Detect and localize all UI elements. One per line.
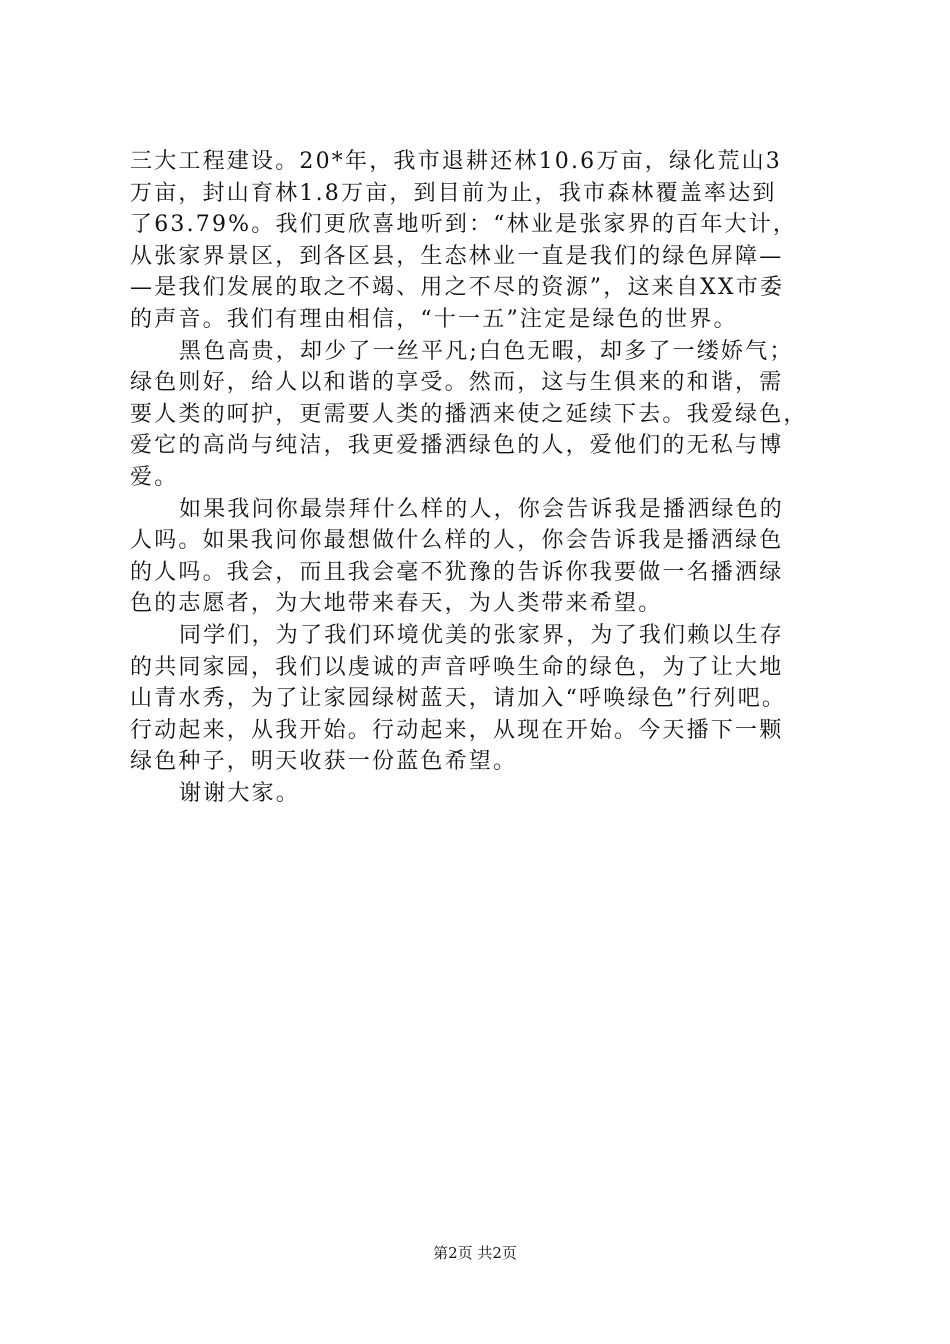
text-line: 绿色种子，明天收获一份蓝色希望。 bbox=[130, 749, 518, 775]
text-line: 色的志愿者，为大地带来春天，为人类带来希望。 bbox=[130, 591, 663, 617]
text-line: 的声音。我们有理由相信，“十一五”注定是绿色的世界。 bbox=[130, 306, 738, 332]
text-line: 了63.79%。我们更欣喜地听到：“林业是张家界的百年大计， bbox=[130, 212, 798, 238]
paragraph-first-line: 如果我问你最崇拜什么样的人，你会告诉我是播洒绿色的 bbox=[179, 496, 785, 522]
paragraph-first-line: 同学们，为了我们环境优美的张家界，为了我们赖以生存 bbox=[179, 622, 785, 648]
text-line: 人吗。如果我问你最想做什么样的人，你会告诉我是播洒绿色 bbox=[130, 528, 784, 554]
document-body bbox=[130, 146, 830, 809]
text-line: 万亩，封山育林1.8万亩，到目前为止，我市森林覆盖率达到 bbox=[130, 180, 777, 206]
page-number-footer: 第2页 共2页 bbox=[433, 1244, 517, 1262]
text-line: 行动起来，从我开始。行动起来，从现在开始。今天播下一颗 bbox=[130, 717, 784, 743]
closing-line: 谢谢大家。 bbox=[179, 780, 301, 806]
text-line: 绿色则好，给人以和谐的享受。然而，这与生俱来的和谐，需 bbox=[130, 370, 784, 396]
text-line: 的共同家园，我们以虔诚的声音呼唤生命的绿色，为了让大地 bbox=[130, 654, 784, 680]
text-line: —是我们发展的取之不竭、用之不尽的资源”，这来自XX市委 bbox=[130, 275, 785, 301]
text-line: 爱。 bbox=[130, 464, 179, 490]
text-line: 从张家界景区，到各区县，生态林业一直是我们的绿色屏障— bbox=[130, 243, 784, 269]
paragraph-first-line: 黑色高贵，却少了一丝平凡;白色无暇，却多了一缕娇气； bbox=[179, 338, 794, 364]
text-line: 山青水秀，为了让家园绿树蓝天，请加入“呼唤绿色”行列吧。 bbox=[130, 686, 787, 712]
text-line: 要人类的呵护，更需要人类的播洒来使之延续下去。我爱绿色， bbox=[130, 401, 808, 427]
text-line: 三大工程建设。20*年，我市退耕还林10.6万亩，绿化荒山3 bbox=[130, 149, 782, 174]
text-line: 爱它的高尚与纯洁，我更爱播洒绿色的人，爱他们的无私与博 bbox=[130, 433, 784, 459]
text-line: 的人吗。我会，而且我会毫不犹豫的告诉你我要做一名播洒绿 bbox=[130, 559, 784, 585]
